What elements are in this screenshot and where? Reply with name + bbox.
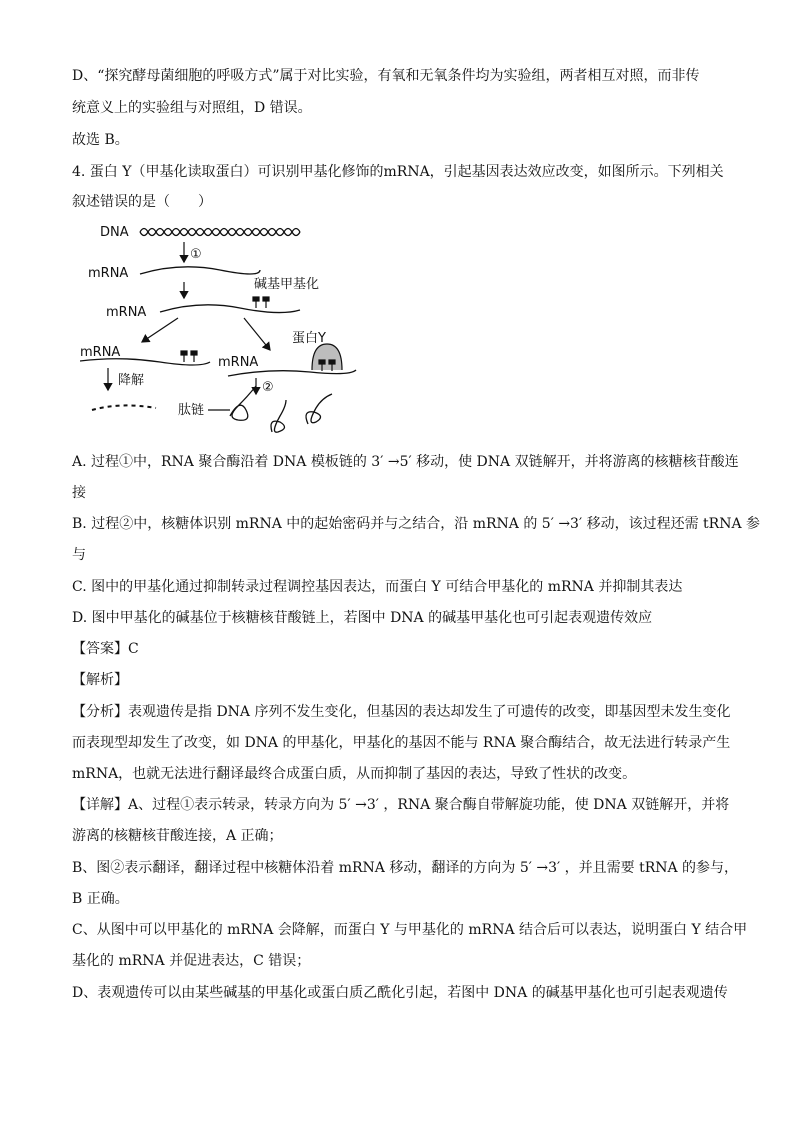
option-a-cont: 接 [72, 485, 86, 501]
binding-path-arrow [244, 318, 270, 350]
question-stem: 4. 蛋白 Y（甲基化读取蛋白）可识别甲基化修饰的mRNA，引起基因表达效应改变，如图所示。下列相关 [72, 164, 724, 180]
analysis-line: 【详解】A、过程①表示转录，转录方向为 5′ →3′ ，RNA 聚合酶自带解旋功能，使 DNA 双链解开，并将 [72, 797, 730, 813]
analysis-line: B、图②表示翻译，翻译过程中核糖体沿着 mRNA 移动，翻译的方向为 5′ →3′ ，并且需要 tRNA 的参与， [72, 860, 739, 876]
methylation-label: 碱基甲基化 [254, 277, 320, 292]
analysis-line: mRNA，也就无法进行翻译最终合成蛋白质，从而抑制了基因的表达，导致了性状的改变。 [72, 766, 637, 782]
analysis-line: 基化的 mRNA 并促进表达，C 错误； [72, 953, 311, 969]
analysis-line: C、从图中可以甲基化的 mRNA 会降解，而蛋白 Y 与甲基化的 mRNA 结合后可以表达，说明蛋白 Y 结合甲 [72, 922, 748, 938]
analysis-heading: 【解析】 [72, 672, 128, 688]
protein-y-label: 蛋白Y [292, 331, 326, 346]
mrna-label: mRNA [80, 345, 121, 360]
analysis-line: D、表观遗传可以由某些碱基的甲基化或蛋白质乙酰化引起，若图中 DNA 的碱基甲基化也可引起表观遗传 [72, 985, 728, 1001]
mrna-strand-right [228, 370, 356, 376]
gene-expression-diagram [80, 218, 360, 438]
degraded-rna [92, 405, 156, 410]
option-a: A. 过程①中，RNA 聚合酶沿着 DNA 模板链的 3′ →5′ 移动，使 DNA 双链解开，并将游离的核糖核苷酸连 [72, 454, 739, 470]
mrna-label: mRNA [218, 355, 259, 370]
analysis-line: 游离的核糖核苷酸连接，A 正确； [72, 828, 283, 844]
mrna-label: mRNA [88, 266, 129, 281]
peptide-chains [230, 386, 332, 432]
methyl-group-marks [253, 297, 269, 308]
step-1-label: ① [190, 247, 202, 262]
option-b-cont: 与 [72, 547, 86, 563]
methyl-group-marks [181, 351, 197, 362]
text-line: 故选 B。 [72, 132, 129, 148]
dna-label: DNA [100, 225, 129, 240]
degrade-label: 降解 [118, 373, 145, 388]
dna-helix [140, 229, 300, 236]
mrna-strand-methylated [160, 305, 300, 313]
degradation-path-arrow [142, 318, 178, 342]
analysis-line: 而表现型却发生了改变，如 DNA 的甲基化，甲基化的基因不能与 RNA 聚合酶结合，故无法进行转录产生 [72, 735, 731, 751]
protein-y-shape [312, 344, 342, 370]
answer: 【答案】C [72, 641, 139, 657]
text-line: 统意义上的实验组与对照组，D 错误。 [72, 100, 312, 116]
peptide-label: 肽链 [178, 403, 205, 418]
analysis-line: 【分析】表观遗传是指 DNA 序列不发生变化，但基因的表达却发生了可遗传的改变，即基因型未发生变化 [72, 704, 731, 720]
step-2-label: ② [262, 380, 274, 395]
mrna-strand-left [80, 359, 210, 365]
option-c: C. 图中的甲基化通过抑制转录过程调控基因表达，而蛋白 Y 可结合甲基化的 mRNA 并抑制其表达 [72, 579, 683, 595]
text-line: D、“探究酵母菌细胞的呼吸方式”属于对比实验，有氧和无氧条件均为实验组，两者相互对照，而非传 [72, 68, 700, 84]
mrna-label: mRNA [106, 305, 147, 320]
question-stem: 叙述错误的是（ ） [72, 194, 212, 210]
option-d: D. 图中甲基化的碱基位于核糖核苷酸链上，若图中 DNA 的碱基甲基化也可引起表观遗传效应 [72, 610, 653, 626]
option-b: B. 过程②中，核糖体识别 mRNA 中的起始密码并与之结合，沿 mRNA 的 5′ →3′ 移动，该过程还需 tRNA 参 [72, 516, 761, 532]
analysis-line: B 正确。 [72, 891, 129, 907]
mrna-strand [140, 267, 260, 274]
